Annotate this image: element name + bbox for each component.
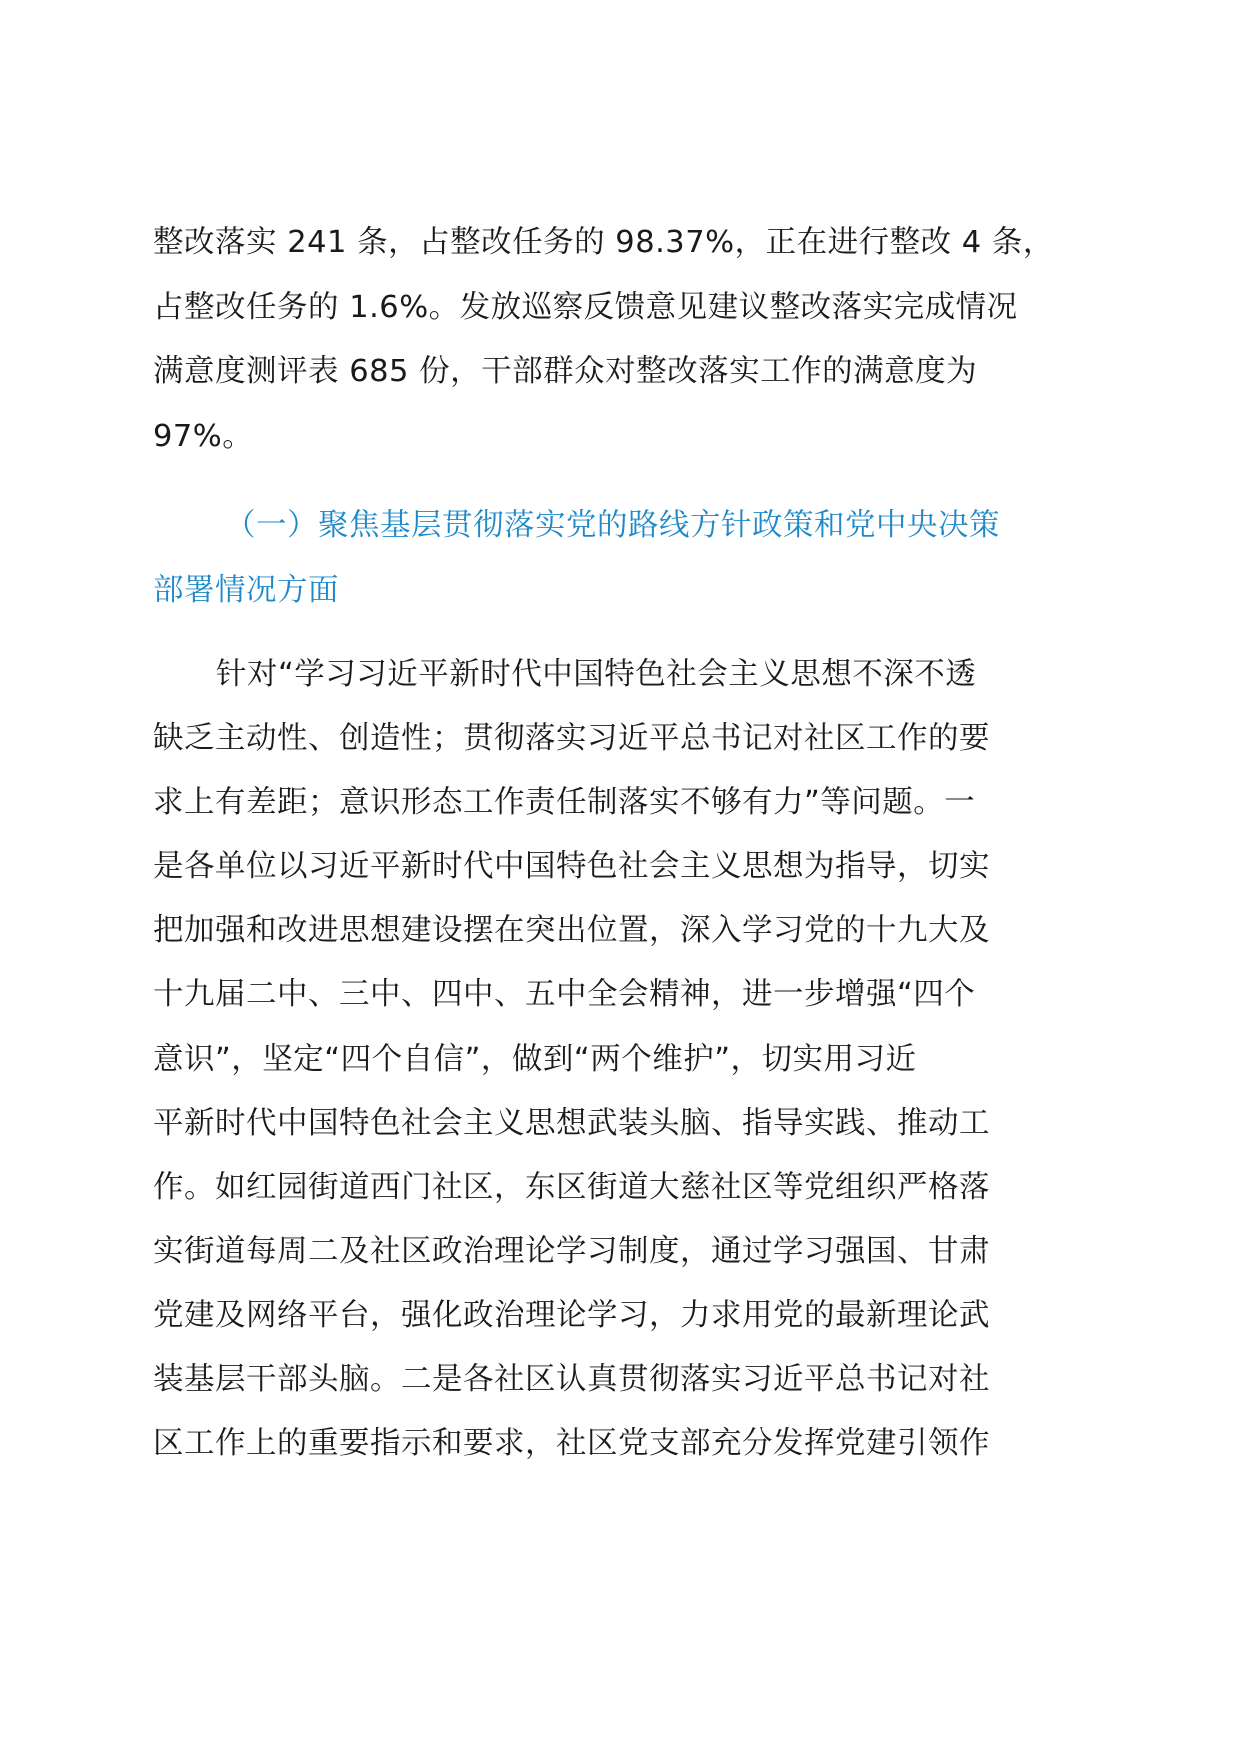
- paragraph-1: [153, 211, 1088, 469]
- section-heading: [153, 494, 1088, 623]
- paragraph-line: 意识”，坚定“四个自信”，做到“两个维护”，切实用习近: [153, 1041, 917, 1077]
- paragraph-line: 是各单位以习近平新时代中国特色社会主义思想为指导，切实: [153, 849, 990, 885]
- paragraph-line: 97%。: [153, 418, 254, 454]
- paragraph-line: 十九届二中、三中、四中、五中全会精神，进一步增强“四个: [153, 977, 976, 1013]
- heading-line: （一）聚焦基层贯彻落实党的路线方针政策和党中央决策: [225, 508, 1000, 543]
- paragraph-2: [153, 643, 1088, 1476]
- paragraph-line: 区工作上的重要指示和要求，社区党支部充分发挥党建引领作: [153, 1426, 990, 1462]
- paragraph-line: 装基层干部头脑。二是各社区认真贯彻落实习近平总书记对社: [153, 1362, 990, 1398]
- paragraph-line: 求上有差距；意识形态工作责任制落实不够有力”等问题。一: [153, 785, 976, 821]
- paragraph-line: 满意度测评表 685 份，干部群众对整改落实工作的满意度为: [153, 354, 978, 389]
- paragraph-line: 平新时代中国特色社会主义思想武装头脑、指导实践、推动工: [153, 1105, 990, 1141]
- paragraph-line: 党建及网络平台，强化政治理论学习，力求用党的最新理论武: [153, 1297, 990, 1333]
- heading-line: 部署情况方面: [153, 572, 339, 608]
- paragraph-line: 把加强和改进思想建设摆在突出位置，深入学习党的十九大及: [153, 913, 990, 949]
- paragraph-line: 实街道每周二及社区政治理论学习制度，通过学习强国、甘肃: [153, 1233, 990, 1269]
- paragraph-line: 缺乏主动性、创造性；贯彻落实习近平总书记对社区工作的要: [153, 721, 990, 757]
- paragraph-line: 整改落实 241 条，占整改任务的 98.37%，正在进行整改 4 条，: [153, 225, 1054, 260]
- paragraph-line: 针对“学习习近平新时代中国特色社会主义思想不深不透: [216, 657, 977, 692]
- paragraph-line: 占整改任务的 1.6%。发放巡察反馈意见建议整改落实完成情况: [153, 289, 1018, 325]
- paragraph-line: 作。如红园街道西门社区，东区街道大慈社区等党组织严格落: [153, 1169, 990, 1205]
